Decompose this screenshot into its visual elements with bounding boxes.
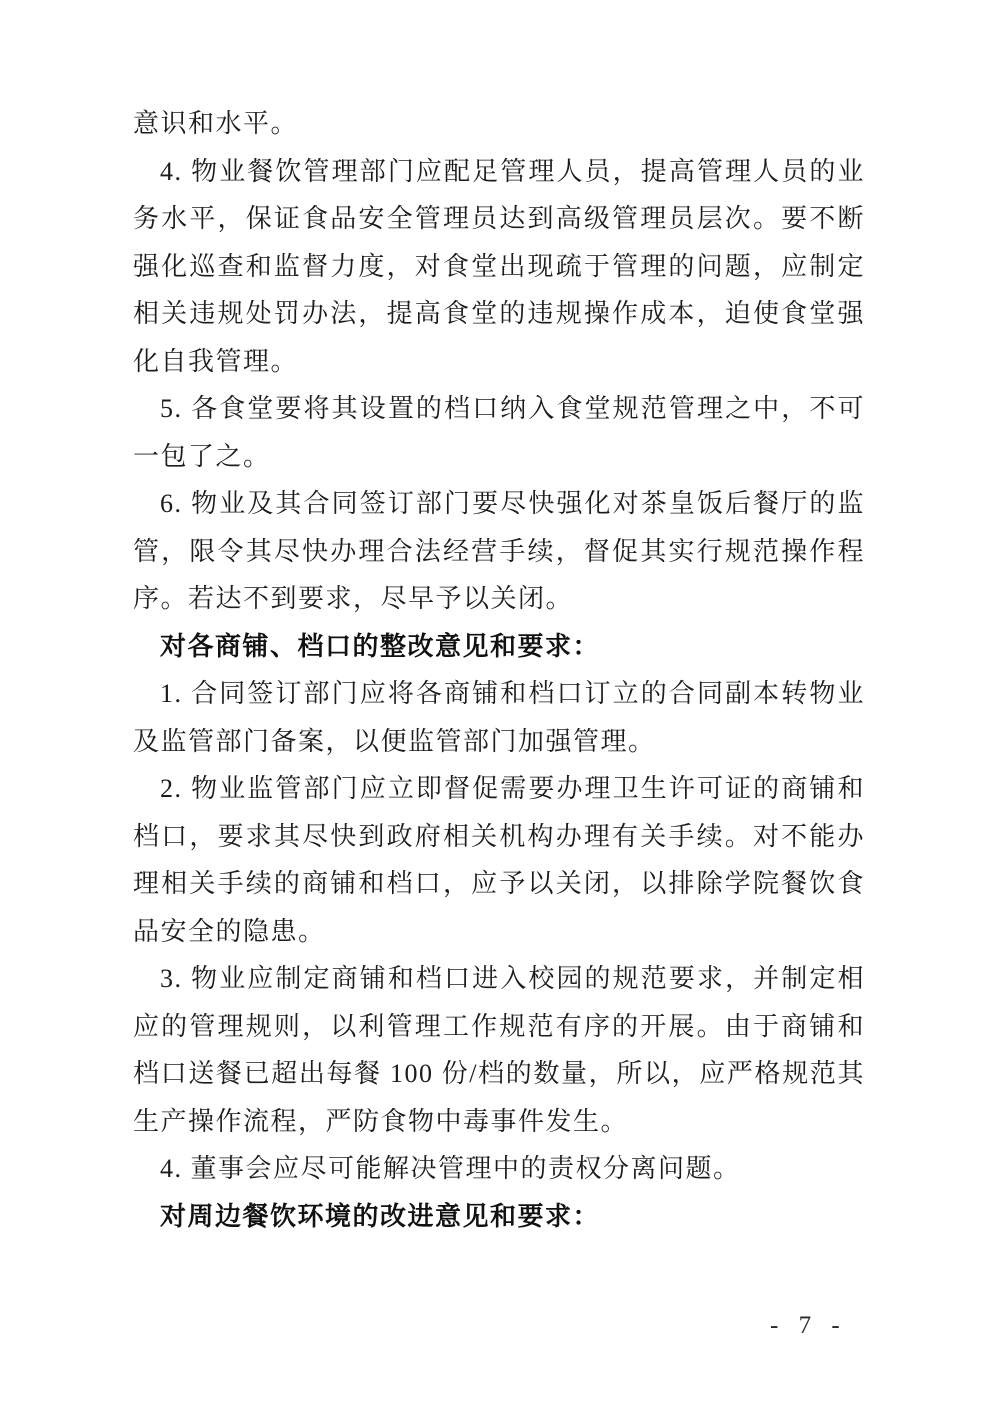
paragraph: 4. 董事会应尽可能解决管理中的责权分离问题。 bbox=[160, 1154, 741, 1183]
page-number: - 7 - bbox=[770, 1312, 847, 1339]
paragraph: 意识和水平。 bbox=[133, 109, 299, 138]
paragraph: 1. 合同签订部门应将各商铺和档口订立的合同副本转物业及监管部门备案，以便监管部门加强管理。 bbox=[133, 679, 865, 756]
paragraph: 5. 各食堂要将其设置的档口纳入食堂规范管理之中，不可一包了之。 bbox=[133, 394, 865, 471]
section-heading: 对各商铺、档口的整改意见和要求： bbox=[160, 631, 601, 661]
section-heading: 对周边餐饮环境的改进意见和要求： bbox=[160, 1201, 601, 1231]
paragraph: 2. 物业监管部门应立即督促需要办理卫生许可证的商铺和档口，要求其尽快到政府相关机构办理有关手续。对不能办理相关手续的商铺和档口，应予以关闭，以排除学院餐饮食品安全的隐患。 bbox=[133, 774, 865, 946]
paragraph: 6. 物业及其合同签订部门要尽快强化对茶皇饭后餐厅的监管，限令其尽快办理合法经营手续，督促其实行规范操作程序。若达不到要求，尽早予以关闭。 bbox=[133, 489, 865, 613]
paragraph: 4. 物业餐饮管理部门应配足管理人员，提高管理人员的业务水平，保证食品安全管理员达到高级管理员层次。要不断强化巡查和监督力度，对食堂出现疏于管理的问题，应制定相关违规处罚办法，提高食堂的违规操作成本，迫使食堂强化自我管理。 bbox=[133, 156, 865, 376]
paragraph: 3. 物业应制定商铺和档口进入校园的规范要求，并制定相应的管理规则，以利管理工作规范有序的开展。由于商铺和档口送餐已超出每餐 100 份/档的数量，所以，应严格规范其生产操作流程，严防食物中毒事件发生。 bbox=[133, 964, 865, 1136]
document-body bbox=[133, 100, 865, 1240]
